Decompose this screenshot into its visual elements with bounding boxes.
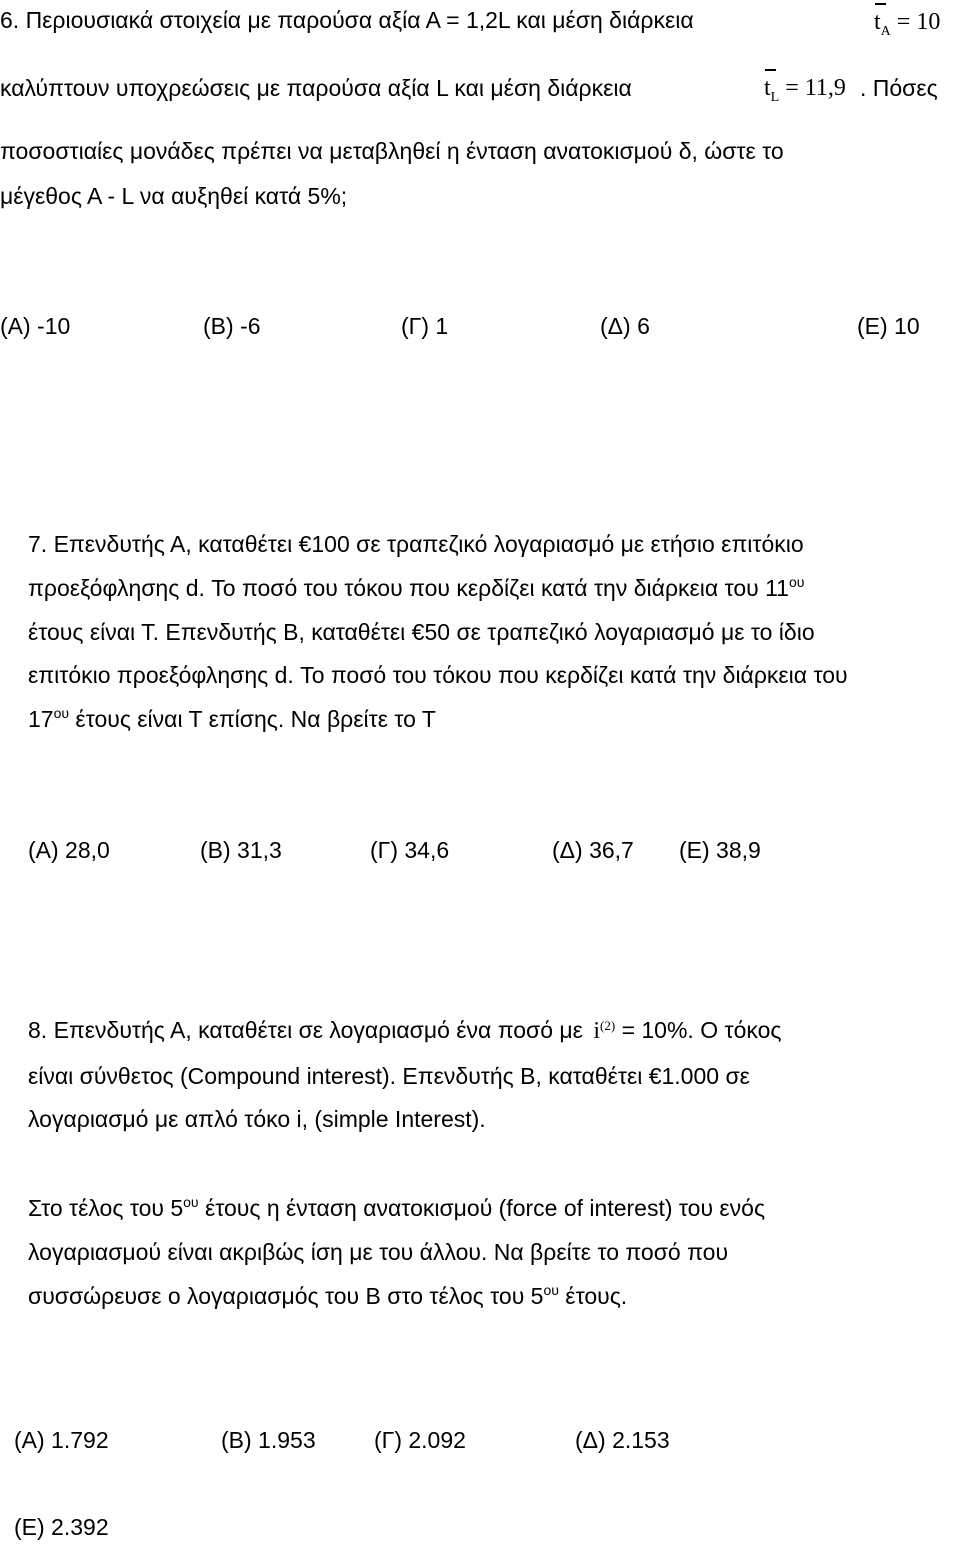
q8-i-sup: (2) xyxy=(600,1018,616,1033)
q8-line-1 xyxy=(28,1016,781,1048)
q8-option-d[interactable]: (Δ) 2.153 xyxy=(575,1427,670,1453)
q6-line-1: 6. Περιουσιακά στοιχεία με παρούσα αξία Α = 1,2L και μέση διάρκεια xyxy=(0,7,694,33)
q6-t-l-rhs: = 11,9 xyxy=(785,75,846,101)
q7-line-2 xyxy=(28,574,804,605)
q8-line-4-post: έτους η ένταση ανατοκισμού (force of interest) του ενός xyxy=(198,1195,766,1221)
q6-t-l-sub: L xyxy=(770,90,780,105)
q7-line-1: 7. Επενδυτής Α, καταθέτει €100 σε τραπεζικό λογαριασμό με ετήσιο επιτόκιο xyxy=(28,531,804,557)
q6-line-2-end: . Πόσες xyxy=(860,75,938,101)
q7-line-5-pre: 17 xyxy=(28,706,54,732)
q7-line-5-post: έτους είναι Τ επίσης. Να βρείτε το Τ xyxy=(69,706,436,732)
q6-option-a[interactable]: (Α) -10 xyxy=(0,313,71,339)
q8-line-6-pre: συσσώρευσε ο λογαριασμός του Β στο τέλος του 5 xyxy=(28,1283,544,1309)
q6-line-3-text: ποσοστιαίες μονάδες πρέπει να μεταβληθεί η ένταση ανατοκισμού δ, ώστε το xyxy=(0,138,784,164)
q7-option-b[interactable]: (Β) 31,3 xyxy=(200,837,282,863)
q8-line-6 xyxy=(28,1282,627,1313)
q7-line-5-sup: ου xyxy=(53,705,70,721)
q7-option-a[interactable]: (Α) 28,0 xyxy=(28,837,110,863)
q6-t-a-formula xyxy=(874,8,940,40)
q7-line-5 xyxy=(28,705,436,736)
q6-option-d[interactable]: (Δ) 6 xyxy=(600,313,650,339)
q8-line-2 xyxy=(28,1062,956,1090)
q6-t-a-var: t xyxy=(874,9,881,35)
q8-i-var: i xyxy=(593,1018,600,1044)
q6-t-l-formula xyxy=(764,74,846,106)
q8-line-1-pre: 8. Επενδυτής Α, καταθέτει σε λογαριασμό ένα ποσό με xyxy=(28,1017,583,1043)
q8-option-a[interactable]: (Α) 1.792 xyxy=(14,1427,109,1453)
q6-t-l-var: t xyxy=(764,75,771,101)
q8-line-4-sup: ου xyxy=(183,1194,199,1210)
q8-line-6-sup: ου xyxy=(543,1282,559,1298)
q8-line-5: λογαριασμού είναι ακριβώς ίση με του άλλου. Να βρείτε το ποσό που xyxy=(28,1239,729,1265)
q6-line-3 xyxy=(0,137,954,165)
q6-t-a-rhs: = 10 xyxy=(896,9,941,35)
q7-option-e[interactable]: (Ε) 38,9 xyxy=(679,837,761,863)
q8-line-4-pre: Στο τέλος του 5 xyxy=(28,1195,184,1221)
q6-option-b[interactable]: (Β) -6 xyxy=(203,313,261,339)
q6-line-2: καλύπτουν υποχρεώσεις με παρούσα αξία L και μέση διάρκεια xyxy=(0,75,632,101)
q7-line-4: επιτόκιο προεξόφλησης d. Το ποσό του τόκου που κερδίζει κατά την διάρκεια του xyxy=(28,662,848,688)
q6-option-e[interactable]: (Ε) 10 xyxy=(857,313,920,339)
q7-line-3: έτους είναι Τ. Επενδυτής Β, καταθέτει €50 σε τραπεζικό λογαριασμό με το ίδιο xyxy=(28,619,815,645)
q8-line-2-text: είναι σύνθετος (Compound interest). Επενδυτής Β, καταθέτει €1.000 σε xyxy=(28,1063,750,1089)
q8-line-4 xyxy=(28,1194,765,1225)
q7-line-2-sup: ου xyxy=(788,574,805,590)
q8-line-3: λογαριασμό με απλό τόκο i, (simple Interest). xyxy=(28,1106,486,1132)
q8-option-c[interactable]: (Γ) 2.092 xyxy=(374,1427,466,1453)
q8-option-b[interactable]: (Β) 1.953 xyxy=(221,1427,316,1453)
q7-option-d[interactable]: (Δ) 36,7 xyxy=(552,837,634,863)
q8-line-1-post: = 10%. Ο τόκος xyxy=(621,1017,782,1043)
q8-option-e[interactable]: (Ε) 2.392 xyxy=(14,1514,109,1540)
q6-option-c[interactable]: (Γ) 1 xyxy=(401,313,449,339)
q7-option-c[interactable]: (Γ) 34,6 xyxy=(370,837,450,863)
q6-line-4: μέγεθος Α - L να αυξηθεί κατά 5%; xyxy=(0,183,348,209)
q7-line-2-text: προεξόφλησης d. Το ποσό του τόκου που κερδίζει κατά την διάρκεια του 11 xyxy=(28,575,789,601)
q8-line-6-post: έτους. xyxy=(558,1283,628,1309)
q6-t-a-sub: A xyxy=(880,24,891,39)
